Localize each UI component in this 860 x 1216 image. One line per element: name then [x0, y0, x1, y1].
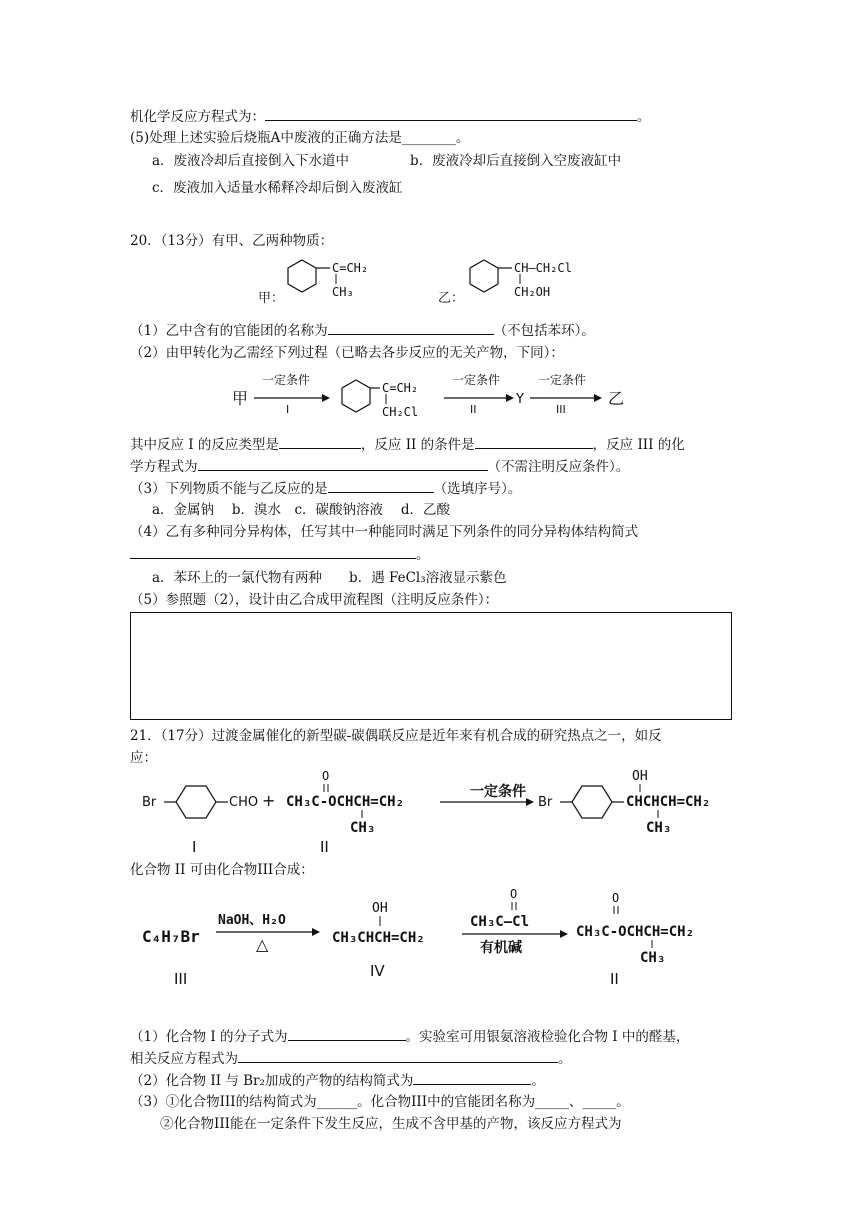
q19-line1-text: 机化学反应方程式为：	[130, 109, 265, 125]
q20-part3-text: （3）下列物质不能与乙反应的是	[130, 481, 328, 497]
scheme-cond2: 一定条件	[452, 373, 501, 387]
q21-part1-eq-end: 。	[558, 1051, 572, 1067]
q21-part3-b: ②化合物III能在一定条件下发生反应，生成不含甲基的产物，该反应方程式为	[160, 1116, 622, 1132]
q20-part3	[130, 478, 521, 499]
r2-c4h7br: C₄H₇Br	[142, 927, 200, 946]
r2-label2: II	[610, 970, 619, 988]
scheme-cond3: 一定条件	[538, 373, 587, 387]
benzene-ring-icon	[342, 380, 370, 412]
q19-line1-end: 。	[637, 109, 651, 125]
q21-heading2: 应：	[130, 750, 157, 766]
r2-label3: III	[174, 970, 188, 988]
q19-option-a: a．废液冷却后直接倒入下水道中	[152, 153, 350, 169]
q20-part2: （2）由甲转化为乙需经下列过程（已略去各步反应的无关产物，下同）：	[130, 345, 564, 361]
r1-o: O	[322, 769, 330, 783]
q20-part2-q-text3: ，反应 III 的化	[592, 437, 685, 453]
q21-part3: （3）①化合物III的结构简式为______。化合物III中的官能团名称为_____、_____。	[130, 1094, 630, 1110]
r2-oh: OH	[372, 901, 388, 916]
r1-plus: +	[262, 791, 276, 810]
q20-part5: （5）参照题（2），设计由乙合成甲流程图（注明反应条件）：	[130, 592, 499, 608]
r1-oh: OH	[632, 769, 648, 784]
q20-part2-eq-note: （不需注明反应条件）。	[487, 459, 630, 475]
q20-part4: （4）乙有多种同分异构体，任写其中一种能同时满足下列条件的同分异构体结构简式	[130, 524, 639, 540]
answer-blank[interactable]	[288, 1026, 406, 1041]
answer-blank[interactable]	[413, 1070, 531, 1085]
q21-part2-end: 。	[531, 1073, 545, 1089]
q20-part1	[130, 320, 595, 341]
benzene-ring-icon	[176, 786, 216, 818]
q20-structures	[250, 254, 630, 310]
r1-br: Br	[142, 795, 157, 810]
q21-part2-text: （2）化合物 II 与 Br₂加成的产物的结构简式为	[130, 1073, 414, 1089]
scheme-end: 乙	[608, 389, 625, 408]
benzene-ring-icon	[470, 260, 498, 292]
r2-base: 有机碱	[480, 940, 522, 956]
q20-part1-text: （1）乙中含有的官能团的名称为	[130, 323, 328, 339]
scheme-start: 甲	[232, 389, 249, 408]
r2-alcohol: CH₃CHCH=CH₂	[332, 930, 425, 946]
q20-part4-end: 。	[416, 547, 430, 563]
r2-heat: △	[256, 935, 269, 954]
q20-part2-eq-text: 学方程式为	[130, 459, 198, 475]
arrow-icon	[526, 798, 534, 806]
scheme-cond1: 一定条件	[262, 373, 311, 387]
q20-part3-note: （选填序号）。	[433, 481, 522, 497]
r1-label2: II	[320, 838, 329, 856]
r2-acyl-o: O	[510, 887, 518, 901]
r2-ester: CH₃C-OCHCH=CH₂	[576, 924, 695, 940]
jia-label: 甲：	[258, 291, 285, 306]
scheme-y: Y	[516, 392, 524, 407]
scheme-step2: II	[470, 403, 477, 416]
q20-part2-q-text1: 其中反应 I 的反应类型是	[130, 437, 279, 453]
answer-blank[interactable]	[328, 320, 494, 335]
q21-reaction1	[140, 766, 740, 858]
q19-line1	[130, 106, 651, 127]
q20-part4-answer	[130, 544, 430, 565]
q21-synthesis-line: 化合物 II 可由化合物III合成：	[130, 862, 314, 878]
yi-label: 乙：	[438, 291, 465, 306]
arrow-icon	[312, 928, 320, 936]
arrow-icon	[322, 394, 330, 402]
scheme-step3: III	[556, 403, 566, 416]
answer-blank[interactable]	[130, 544, 416, 559]
answer-blank[interactable]	[328, 478, 434, 493]
q21-part1-text2: 。实验室可用银氨溶液检验化合物 I 中的醛基，	[405, 1029, 690, 1045]
scheme-step1: I	[286, 403, 290, 416]
r2-label4: IV	[370, 962, 385, 980]
r1-cond: 一定条件	[470, 784, 526, 800]
benzene-ring-icon	[288, 260, 316, 292]
r1-ester: CH₃C-OCHCH=CH₂	[286, 794, 405, 810]
yi-group1: CH—CH₂Cl	[514, 261, 572, 275]
q20-part4-options: a．苯环上的一氯代物有两种 b．遇 FeCl₃溶液显示紫色	[152, 570, 507, 586]
q21-part1-equation	[130, 1048, 572, 1069]
arrow-icon	[506, 394, 514, 402]
q20-part1-note: （不包括苯环）。	[493, 323, 595, 339]
q20-part2-equation	[130, 456, 629, 477]
answer-blank[interactable]	[198, 456, 488, 471]
r2-ester-o: O	[612, 891, 620, 905]
r1-product: CHCHCH=CH₂	[626, 794, 711, 810]
arrow-icon	[594, 394, 602, 402]
r1-cho: CHO	[229, 795, 259, 810]
q21-part1-eq-text: 相关反应方程式为	[130, 1051, 238, 1067]
q19-option-c: c．废液加入适量水稀释冷却后倒入废液缸	[152, 180, 403, 196]
q20-part3-options: a．金属钠 b．溴水 c．碳酸钠溶液 d．乙酸	[152, 502, 450, 518]
q20-part2-question	[130, 434, 685, 455]
scheme-mid-group2: CH₂Cl	[382, 405, 419, 419]
q19-option-b: b．废液冷却后直接倒入空废液缸中	[410, 153, 622, 169]
q21-heading: 21．（17分）过渡金属催化的新型碳-碳偶联反应是近年来有机合成的研究热点之一，如反	[130, 728, 662, 744]
answer-blank[interactable]	[265, 106, 637, 121]
q21-part1-text: （1）化合物 I 的分子式为	[130, 1029, 288, 1045]
scheme-mid-group1: C=CH₂	[382, 381, 419, 395]
q20-part2-q-text2: ，反应 II 的条件是	[360, 437, 475, 453]
q19-question5: (5)处理上述实验后烧瓶A中废液的正确方法是________。	[130, 130, 470, 146]
q20-reaction-scheme	[230, 364, 650, 426]
jia-group2: CH₃	[332, 285, 354, 299]
jia-group1: C=CH₂	[332, 261, 369, 275]
r2-ester-ch3: CH₃	[640, 950, 666, 966]
r1-ch3: CH₃	[350, 820, 376, 836]
q21-reaction2	[140, 884, 740, 988]
arrow-icon	[560, 930, 568, 938]
r2-acyl: CH₃C—Cl	[470, 914, 530, 930]
q21-part1	[130, 1026, 689, 1047]
r1-prod-ch3: CH₃	[646, 820, 672, 836]
r1-label1: I	[192, 838, 197, 856]
q21-part2	[130, 1070, 545, 1091]
yi-group2: CH₂OH	[514, 285, 551, 299]
r2-reagent1: NaOH、H₂O	[218, 913, 286, 928]
q20-heading: 20．（13分）有甲、乙两种物质：	[130, 233, 334, 249]
r1-prod-br: Br	[538, 795, 553, 810]
benzene-ring-icon	[572, 786, 612, 818]
answer-blank[interactable]	[238, 1048, 558, 1063]
answer-blank[interactable]	[279, 434, 361, 449]
answer-blank[interactable]	[475, 434, 593, 449]
answer-box[interactable]	[130, 612, 732, 720]
